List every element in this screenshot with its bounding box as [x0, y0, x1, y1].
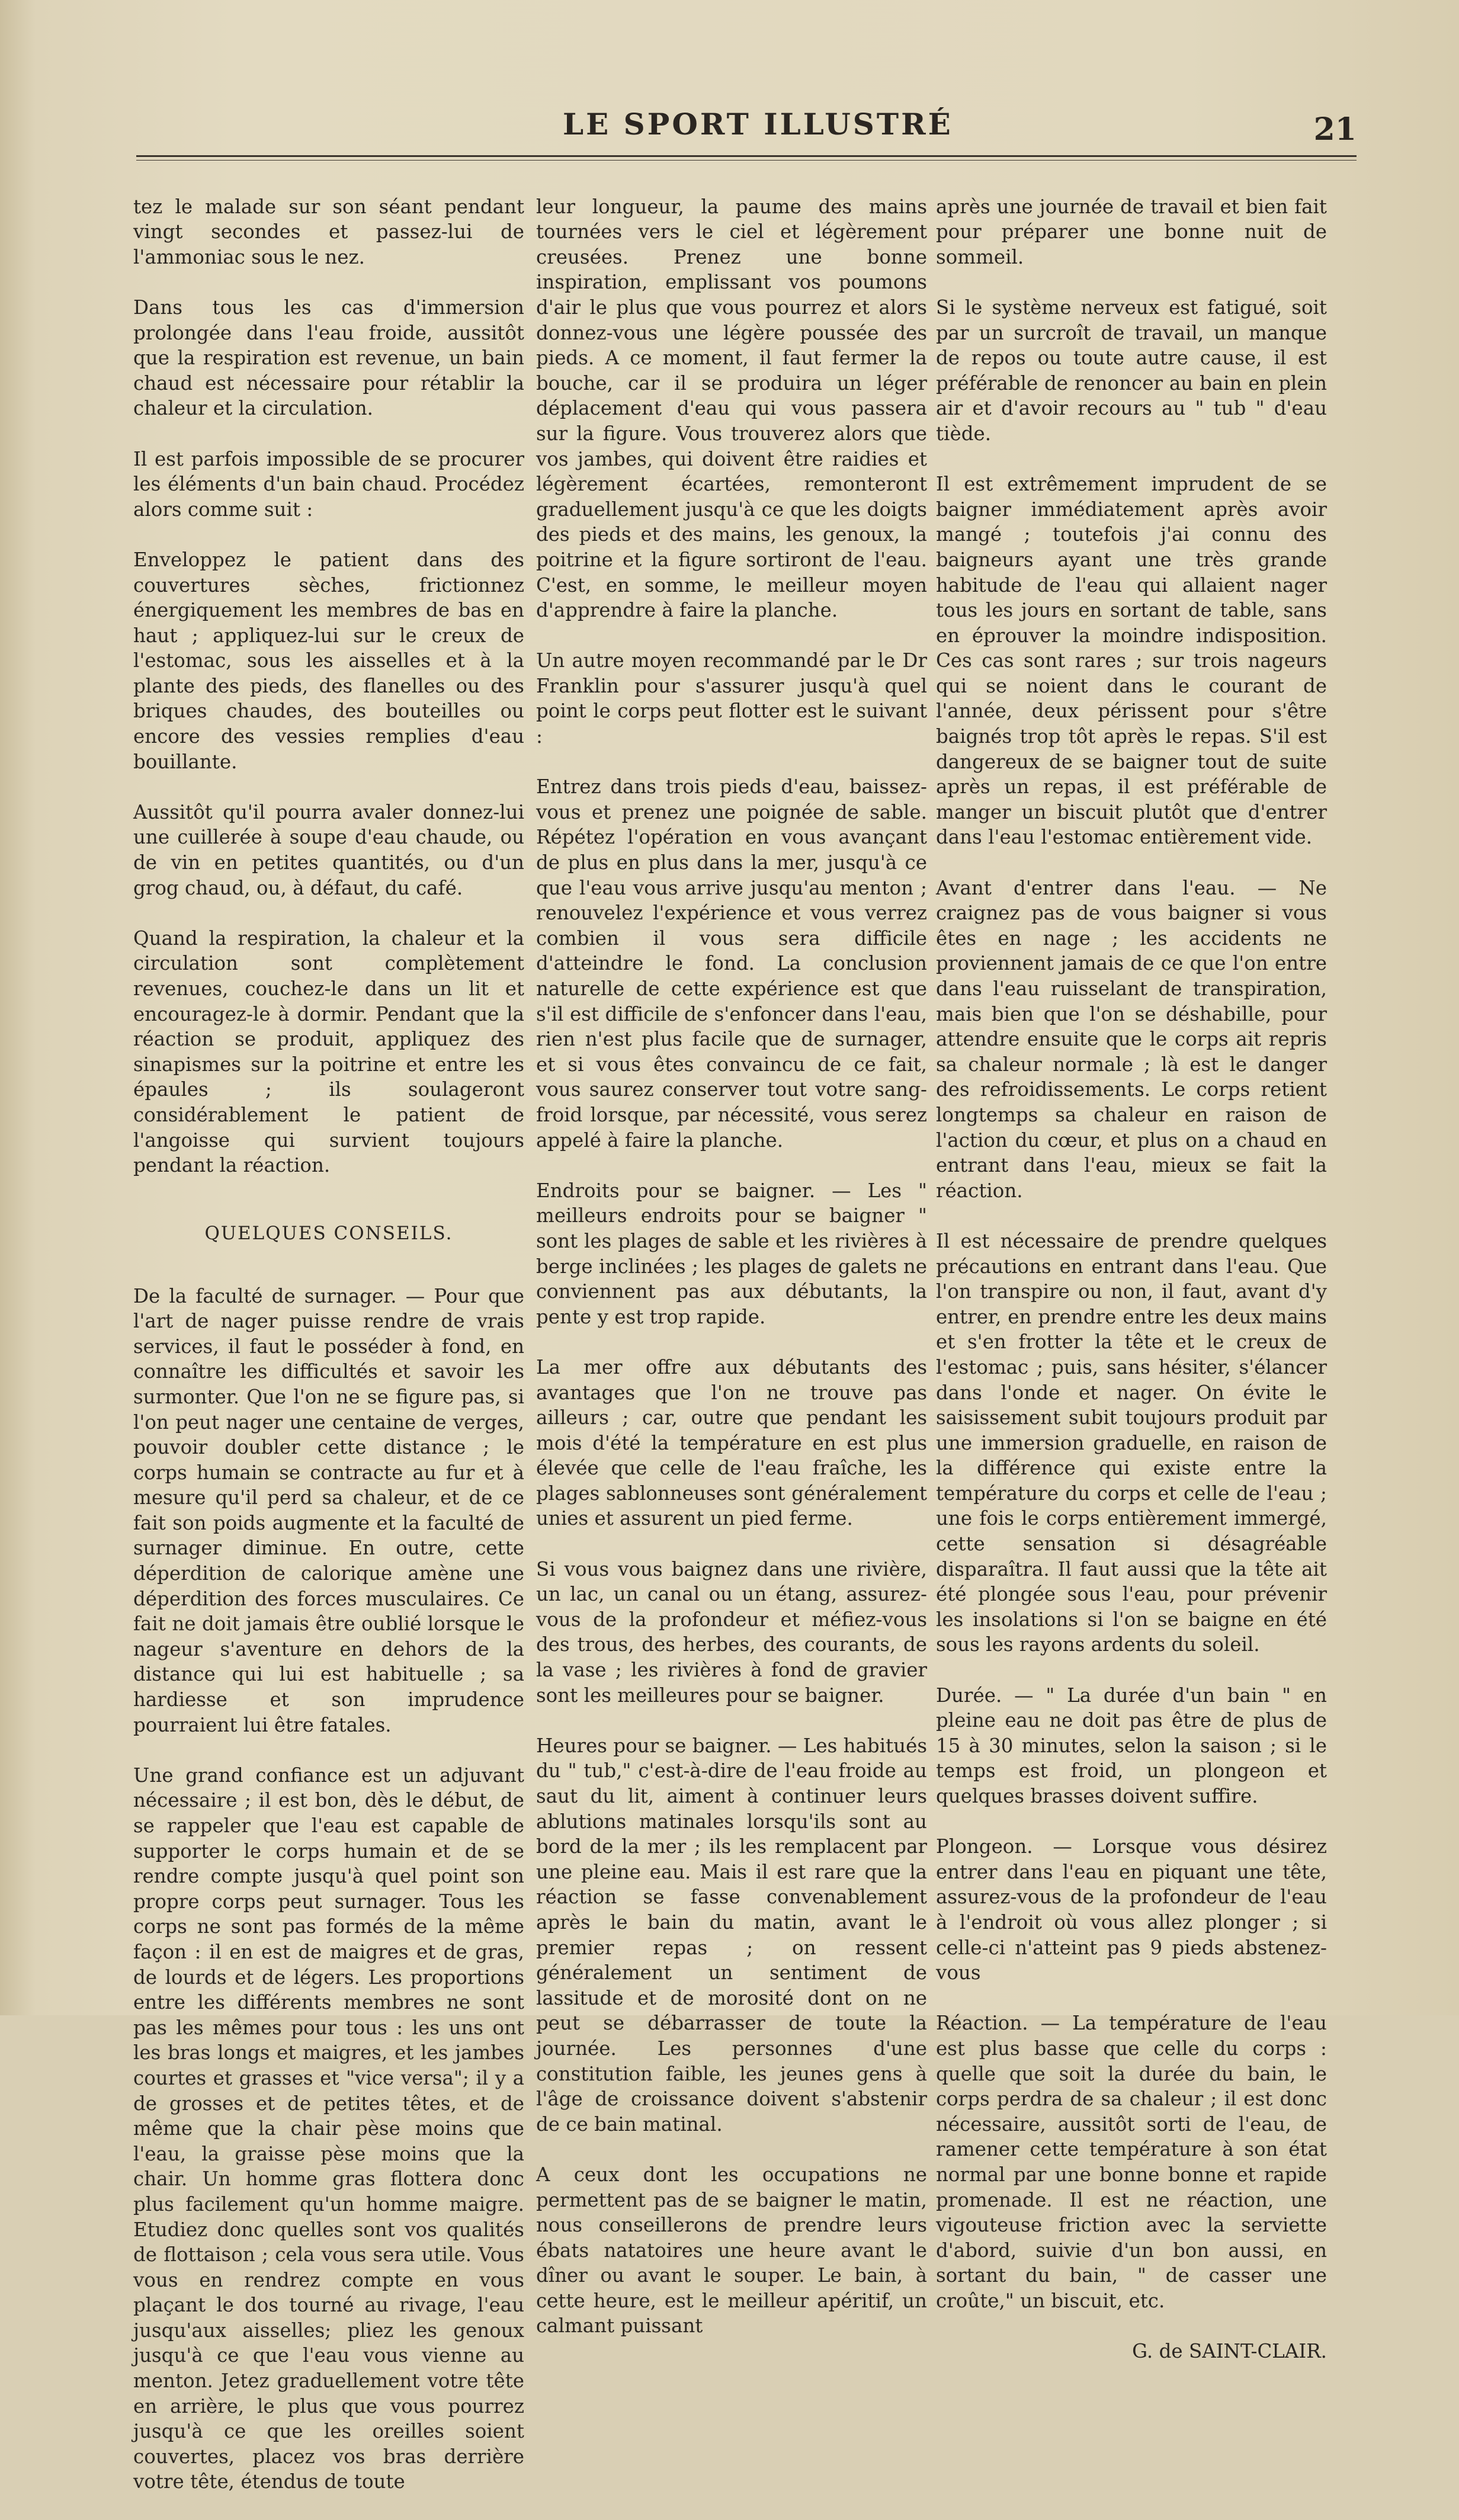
paragraph: Durée. — " La durée d'un bain " en pleine eau ne doit pas être de plus de 15 à 30 minutes, selon la saison ; si le temps est froid, un plongeon et quelques brasses doivent suffire. — [936, 1684, 1327, 1807]
paragraph: Plongeon. — Lorsque vous désirez entrer dans l'eau en piquant une tête, assurez-vous de la profondeur de l'eau à l'endroit où vous allez plonger ; si celle-ci n'atteint pas 9 pieds abstenez-vous — [936, 1835, 1327, 1984]
paragraph: Si le système nerveux est fatigué, soit par un surcroît de travail, un manque de repos ou toute autre cause, il est préférable de renoncer au bain en plein air et d'avoir recours au " tub " d'eau tiède. — [936, 296, 1327, 445]
author-signature: G. de SAINT-CLAIR. — [1132, 2340, 1327, 2363]
column-2 — [536, 169, 927, 2364]
paragraph: La mer offre aux débutants des avantages que l'on ne trouve pas ailleurs ; car, outre que pendant les mois d'été la température en est plus élevée que celle de l'eau fraîche, les plages sablonneuses sont généralement unies et assurent un pied ferme. — [536, 1355, 927, 1530]
page-header — [136, 107, 1357, 148]
paragraph: Réaction. — La température de l'eau est plus basse que celle du corps : quelle que soit la durée du bain, le corps perdra de sa chaleur ; il est donc nécessaire, aussitôt sorti de l'eau, de ramener cette température à son état normal par une bonne bonne et rapide promenade. Il est ne réaction, une vigouteuse friction avec la serviette d'abord, suivie d'un bon aussi, en sortant du bain, " de casser une croûte," un biscuit, etc. — [936, 2012, 1327, 2312]
paragraph: Endroits pour se baigner. — Les " meilleurs endroits pour se baigner " sont les plages de sable et les rivières à berge inclinées ; les plages de galets ne conviennent pas aux débutants, la pente y est trop rapide. — [536, 1179, 927, 1328]
paragraph: Enveloppez le patient dans des couvertures sèches, frictionnez énergiquement les membres de bas en haut ; appliquez-lui sur le creux de l'estomac, sous les aisselles et à la plante des pieds, des flanelles ou des briques chaudes, des bouteilles ou encore des vessies remplies d'eau bouillante. — [133, 548, 524, 773]
paragraph: Il est parfois impossible de se procurer les éléments d'un bain chaud. Procédez alors comme suit : — [133, 447, 524, 521]
paragraph: Il est nécessaire de prendre quelques précautions en entrant dans l'eau. Que l'on transpire ou non, il faut, avant d'y entrer, en prendre entre les deux mains et s'en frotter la tête et le creux de l'estomac ; puis, sans hésiter, s'élancer dans l'onde et nager. On évite le saisissement subit toujours produit par une immersion graduelle, en raison de la différence qui existe entre la température du corps et celle de l'eau ; une fois le corps entièrement immergé, cette sensation si désagréable disparaîtra. Il faut aussi que la tête ait été plongée sous l'eau, pour prévenir les insolations si l'on se baigne en été sous les rayons ardents du soleil. — [936, 1229, 1327, 1656]
paragraph: Quand la respiration, la chaleur et la circulation sont complètement revenues, couchez-le dans un lit et encouragez-le à dormir. Pendant que la réaction se produit, appliquez des sinapismes sur la poitrine et entre les épaules ; ils soulageront considérablement le patient de l'angoisse qui survient toujours pendant la réaction. — [133, 926, 524, 1177]
paragraph: après une journée de travail et bien fait pour préparer une bonne nuit de sommeil. — [936, 195, 1327, 268]
paragraph: De la faculté de surnager. — Pour que l'art de nager puisse rendre de vrais services, il faut le posséder à fond, en connaître les difficultés et savoir les surmonter. Que l'on ne se figure pas, si l'on peut nager une centaine de verges, pouvoir doubler cette distance ; le corps humain se contracte au fur et à mesure qu'il perd sa chaleur, et de ce fait son poids augmente et la faculté de surnager diminue. En outre, cette déperdition de calorique amène une déperdition des forces musculaires. Ce fait ne doit jamais être oublié lorsque le nageur s'aventure en dehors de la distance qui lui est habituelle ; sa hardiesse et son imprudence pourraient lui être fatales. — [133, 1284, 524, 1736]
paragraph: Heures pour se baigner. — Les habitués du " tub," c'est-à-dire de l'eau froide au saut du lit, aiment à continuer leurs ablutions matinales lorsqu'ils sont au bord de la mer ; ils les remplacent par une pleine eau. Mais il est rare que la réaction se fasse convenablement après le bain du matin, avant le premier repas ; on ressent généralement un sentiment de lassitude et de morosité dont on ne peut se débarrasser de toute la journée. Les personnes d'une constitution faible, les jeunes gens à l'âge de croissance doivent s'abstenir de ce bain matinal. — [536, 1734, 927, 2136]
column-3 — [936, 169, 1327, 2389]
paragraph: A ceux dont les occupations ne permettent pas de se baigner le matin, nous conseillerons de prendre leurs ébats natatoires une heure avant le dîner ou avant le souper. Le bain, à cette heure, est le meilleur apéritif, un calmant puissant — [536, 2163, 927, 2338]
journal-title: LE SPORT ILLUSTRÉ — [563, 107, 953, 142]
paragraph: Il est extrêmement imprudent de se baigner immédiatement après avoir mangé ; toutefois j'ai connu des baigneurs ayant une très grande habitude de l'eau qui allaient nager tous les jours en sortant de table, sans en éprouver la moindre indisposition. Ces cas sont rares ; sur trois nageurs qui se noient dans le courant de l'année, deux périssent pour s'être baignés trop tôt après le repas. S'il est dangereux de se baigner tout de suite après un repas, il est préférable de manger un biscuit plutôt que d'entrer dans l'eau l'estomac entièrement vide. — [936, 473, 1327, 849]
paragraph: leur longueur, la paume des mains tournées vers le ciel et légèrement creusées. Prenez une bonne inspiration, emplissant vos poumons d'air le plus que vous pourrez et alors donnez-vous une légère poussée des pieds. A ce moment, il faut fermer la bouche, car il se produira un léger déplacement d'eau qui vous passera sur la figure. Vous trouverez alors que vos jambes, qui doivent être raidies et légèrement écartées, remonteront graduellement jusqu'à ce que les doigts des pieds et des mains, les genoux, la poitrine et la figure sortiront de l'eau. C'est, en somme, le meilleur moyen d'apprendre à faire la planche. — [536, 195, 927, 622]
paragraph: Si vous vous baignez dans une rivière, un lac, un canal ou un étang, assurez-vous de la profondeur et méfiez-vous des trous, des herbes, des courants, de la vase ; les rivières à fond de gravier sont les meilleures pour se baigner. — [536, 1557, 927, 1707]
page-number: 21 — [1313, 111, 1357, 148]
paragraph: Aussitôt qu'il pourra avaler donnez-lui une cuillerée à soupe d'eau chaude, ou de vin en petites quantités, ou d'un grog chaud, ou, à défaut, du café. — [133, 800, 524, 899]
paragraph: Dans tous les cas d'immersion prolongée dans l'eau froide, aussitôt que la respiration est revenue, un bain chaud est nécessaire pour rétablir la chaleur et la circulation. — [133, 296, 524, 420]
header-rule — [136, 155, 1357, 161]
paragraph: tez le malade sur son séant pendant vingt secondes et passez-lui de l'ammoniac sous le nez. — [133, 195, 524, 268]
column-1 — [133, 169, 524, 2520]
paragraph: Une grand confiance est un adjuvant nécessaire ; il est bon, dès le début, de se rappeler que l'eau est capable de supporter le corps humain et de se rendre compte jusqu'à quel point son propre corps peut surnager. Tous les corps ne sont pas formés de la même façon : il en est de maigres et de gras, de lourds et de légers. Les proportions entre les différents membres ne sont pas les mêmes pour tous : les uns ont les bras longs et maigres, et les jambes courtes et grasses et "vice versa"; il y a de grosses et de petites têtes, et de même que la chair pèse moins que l'eau, la graisse pèse moins que la chair. Un homme gras flottera donc plus facilement qu'un homme maigre. Etudiez donc quelles sont vos qualités de flottaison ; cela vous sera utile. Vous vous en rendrez compte en vous plaçant le dos tourné au rivage, l'eau jusqu'aux aisselles; pliez les genoux jusqu'à ce que l'eau vous vienne au menton. Jetez graduellement votre tête en arrière, le plus que vous pourrez jusqu'à ce que les oreilles soient couvertes, placez vos bras derrière votre tête, étendus de toute — [133, 1764, 524, 2493]
paragraph: Un autre moyen recommandé par le Dr Franklin pour s'assurer jusqu'à quel point le corps peut flotter est le suivant : — [536, 649, 927, 748]
paragraph: Entrez dans trois pieds d'eau, baissez-vous et prenez une poignée de sable. Répétez l'opération en vous avançant de plus en plus dans la mer, jusqu'à ce que l'eau vous arrive jusqu'au menton ; renouvelez l'expérience et vous verrez combien il vous sera difficile d'atteindre le fond. La conclusion naturelle de cette expérience est que s'il est difficile de s'enfoncer dans l'eau, rien n'est plus facile que de surnager, et si vous êtes convaincu de ce fait, vous saurez conserver tout votre sang-froid lorsque, par nécessité, vous serez appelé à faire la planche. — [536, 775, 927, 1152]
paragraph: Avant d'entrer dans l'eau. — Ne craignez pas de vous baigner si vous êtes en nage ; les accidents ne proviennent jamais de ce que l'on entre dans l'eau ruisselant de transpiration, mais bien que l'on se déshabille, pour attendre ensuite que le corps ait repris sa chaleur normale ; là est le danger des refroidissements. Le corps retient longtemps sa chaleur en raison de l'action du cœur, et plus on a chaud en entrant dans l'eau, mieux se fait la réaction. — [936, 876, 1327, 1202]
section-heading: QUELQUES CONSEILS. — [204, 1223, 453, 1245]
